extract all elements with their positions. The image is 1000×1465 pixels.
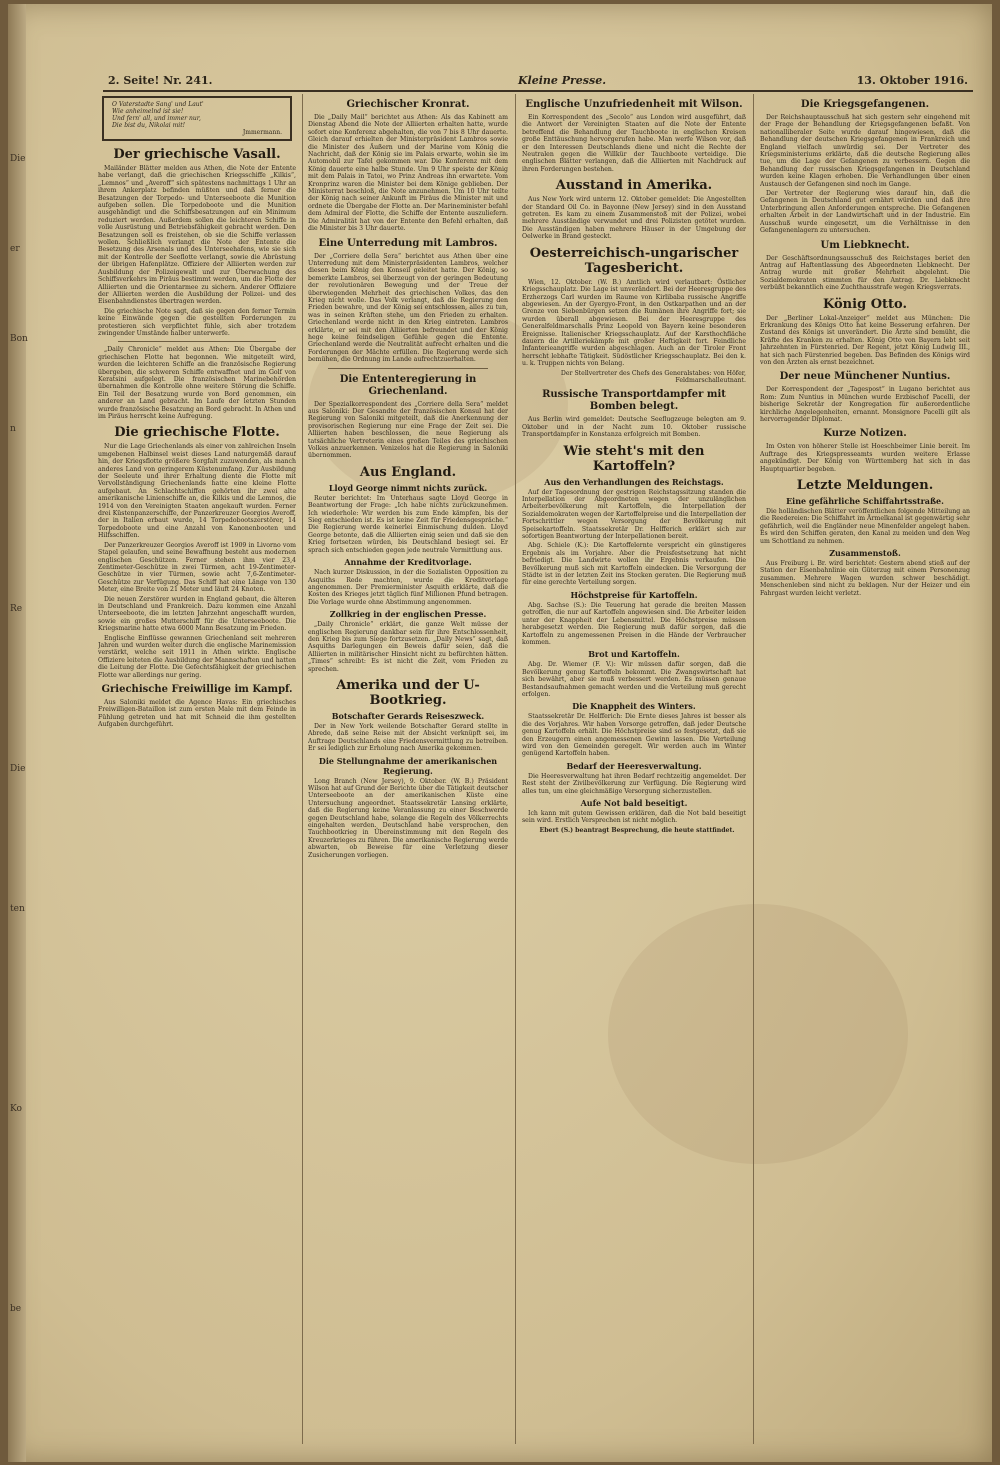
- article-headline: Der griechische Vasall.: [113, 147, 281, 162]
- article-paragraph: Long Branch (New Jersey), 9. Oktober. (W. B.) Präsident Wilson hat auf Grund der Berichte über die Tätigkeit deutscher Unterseeboote an der amerikanischen Küste eine Untersuchung angeordnet. Staatssekretär Lansing erklärte, daß die Regierung keine Veranlassung zu einer Beschwerde gegen Deutschland habe, solange die Regeln des Völkerrechts eingehalten werden. Deutschland habe versprochen, den Tauchbootkrieg in Übereinstimmung mit den Regeln des Kreuzerkrieges zu führen. Die amerikanische Regierung werde abwarten, ob Beweise für eine Verletzung dieser Zusicherungen vorliegen.: [308, 777, 508, 859]
- article-paragraph: Wien, 12. Oktober. (W. B.) Amtlich wird verlautbart: Östlicher Kriegsschauplatz. Die Lage ist unverändert. Bei der Heeresgruppe des Erzherzogs Carl wurden im Raume von Kirlibaba russische Angriffe abgewiesen. An der Gyergyo-Front, in den Ostkarpathen und an der Grenze von Siebenbürgen setzen die Rumänen ihre Angriffe fort; sie wurden überall abgewiesen. Bei der Heeresgruppe des Generalfeldmarschalls Prinz Leopold von Bayern keine besonderen Ereignisse. Italienischer Kriegsschauplatz. Auf der Karsthochfläche dauern die Artilleriekämpfe mit großer Heftigkeit fort. Feindliche Infanterieangriffe wurden abgeschlagen. Auch an der Tiroler Front herrscht lebhafte Tätigkeit. Südöstlicher Kriegsschauplatz. Bei den k. u. k. Truppen nichts von Belang.: [522, 278, 746, 368]
- article-paragraph: Die neuen Zerstörer wurden in England gebaut, die älteren in Deutschland und Frankreich. Dazu kommen eine Anzahl Unterseeboote, die im letzten Jahrzehnt angeschafft wurden, sowie ein großes Mutterschiff für die Unterseeboote. Die Kriegsmarine hatte etwa 6000 Mann Besatzung im Frieden.: [98, 595, 296, 633]
- article-subheadline: Lloyd George nimmt nichts zurück.: [328, 482, 488, 493]
- article-paragraph: Ich kann mit gutem Gewissen erklären, daß die Not bald beseitigt sein wird. Erstlich Versprechen ist nicht möglich.: [522, 810, 746, 825]
- article-headline: Griechische Freiwillige im Kampf.: [101, 684, 293, 695]
- edge-fragment: n: [10, 424, 16, 434]
- article-subheadline: Die Stellungnahme der amerikanischen Regierung.: [318, 755, 498, 776]
- article-subheadline: Botschafter Gerards Reiseszweck.: [331, 710, 485, 721]
- article-paragraph: Nach kurzer Diskussion, in der die Sozialisten Opposition zu Asquiths Rede machten, wurde die Kreditvorlage angenommen. Der Premierminister Asquith erklärte, daß die Kosten des Krieges jetzt täglich fünf Millionen Pfund betragen. Die Vorlage wurde ohne Abstimmung angenommen.: [308, 569, 508, 606]
- separator: [118, 341, 276, 342]
- column-2: [308, 94, 508, 1454]
- article-paragraph: „Daily Chronicle“ erklärt, die ganze Welt müsse der englischen Regierung dankbar sein für ihre Entschlossenheit, den Krieg bis zum Siege fortzusetzen. „Daily News“ sagt, daß Asquiths Darlegungen ein Beweis dafür seien, daß die Alliierten in militärischer Hinsicht nicht zu befürchten hätten. „Times“ schreibt: Es ist nicht die Zeit, vom Frieden zu sprechen.: [308, 621, 508, 673]
- edge-fragment: ten: [10, 904, 25, 914]
- edge-fragment: Re: [10, 604, 23, 614]
- poem-line: O Vaterstadte Sang' und Laut': [112, 101, 204, 108]
- article-paragraph: Abg. Dr. Wiemer (F. V.): Wir müssen dafür sorgen, daß die Bevölkerung genug Kartoffeln bekommt. Die Zwangswirtschaft hat sich bewährt, aber sie muß verbessert werden. Es müssen genaue Bestandsaufnahmen gemacht werden und die Verteilung muß gerecht erfolgen.: [522, 661, 746, 698]
- article-subheadline: Zusammenstoß.: [829, 548, 901, 559]
- article-subheadline: Eine gefährliche Schiffahrtsstraße.: [786, 496, 944, 507]
- article-note: Ebert (S.) beantragt Besprechung, die heute stattfindet.: [539, 826, 735, 834]
- article-paragraph: Der Korrespondent der „Tagespost“ in Lugano berichtet aus Rom: Zum Nuntius in München wurde Erzbischof Pacelli, der bisherige Sekretär der Kongregation für außerordentliche kirchliche Angelegenheiten, ernannt. Monsignore Pacelli gilt als hervorragender Diplomat.: [760, 386, 970, 423]
- column-rule: [515, 94, 516, 1444]
- page-number: 2. Seite! Nr. 241.: [108, 74, 213, 87]
- article-subheadline: Annahme der Kreditvorlage.: [344, 557, 472, 568]
- edge-fragment: Bon: [10, 334, 28, 344]
- edge-fragment: Ko: [10, 1104, 22, 1114]
- article-headline: Wie steht's mit den Kartoffeln?: [563, 443, 705, 474]
- article-paragraph: Aus Freiburg i. Br. wird berichtet: Gestern abend stieß auf der Station der Eisenbahnlinie ein Güterzug mit einem Personenzug zusammen. Mehrere Wagen wurden schwer beschädigt. Menschenleben sind nicht zu beklagen. Nur der Heizer und ein Fahrgast wurden leicht verletzt.: [760, 560, 970, 597]
- article-headline: Englische Unzufriedenheit mit Wilson.: [525, 99, 743, 110]
- article-paragraph: Die „Daily Mail“ berichtet aus Athen: Als das Kabinett am Dienstag Abend die Note der Alliierten erhalten hatte, wurde sofort eine Konferenz abgehalten, die von 7 bis 8 Uhr dauerte. Gleich darauf erhielten der Ministerpräsident Lambros sowie die Minister des Äußern und der Marine vom König die Nachricht, daß der König sie im Palais erwarte, wohin sie im Automobil zur Tafel gekommen war. Die Konferenz mit dem König dauerte eine halbe Stunde. Um 9 Uhr speiste der König mit dem Palais in Tatoi, wo Prinz Andreas ihn erwartete. Vom Kronprinz waren die Minister bei dem Könige geblieben. Der Ministerrat beschloß, die Note anzunehmen. Um 10 Uhr teilte der König nach seiner Ankunft im Piräus die Minister mit und ordnete die Übergabe der Flotte an. Der Marineminister befahl dem Admiral der Flotte, die Schiffe der Entente auszuliefern. Die Admiralität hat von der Entente den Befehl erhalten, daß die Minister bis 3 Uhr dauerte.: [308, 114, 508, 233]
- article-subheadline: Aufe Not bald beseitigt.: [580, 798, 688, 808]
- poem-line: Die bist du, Nikolai mit!: [112, 122, 186, 129]
- article-headline: Die Ententeregierung in Griechenland.: [339, 373, 477, 397]
- article-paragraph: Aus New York wird unterm 12. Oktober gemeldet: Die Angestellten der Standard Oil Co. in Bayonne (New Jersey) sind in den Ausstand getreten. Es kam zu einem Zusammenstoß mit der Polizei, wobei mehrere Ausständige verwundet und drei Polizisten getötet wurden. Die Ausständigen haben mehrere Häuser in der Umgebung der Oelwerke in Brand gesteckt.: [522, 196, 746, 241]
- article-signature: Der Stellvertreter des Chefs des Generalstabes: von Höfer, Feldmarschalleutnant.: [560, 369, 746, 384]
- article-headline: Griechischer Kronrat.: [346, 99, 470, 110]
- article-paragraph: Der Reichshauptausschuß hat sich gestern sehr eingehend mit der Frage der Behandlung der Kriegsgefangenen befaßt. Von nationalliberaler Seite wurde darauf hingewiesen, daß die Behandlung der deutschen Kriegsgefangenen in Frankreich und England vielfach unwürdig sei. Der Vertreter des Kriegsministeriums erklärte, daß die deutsche Regierung alles tue, um die Lage der Gefangenen zu verbessern. Gegen die Behandlung der russischen Kriegsgefangenen in Deutschland wurden keine Klagen erhoben. Die Verhandlungen über einen Austausch der Gefangenen sind noch im Gange.: [760, 114, 970, 188]
- edge-fragment: Die: [10, 154, 26, 164]
- article-paragraph: Im Osten von höherer Stelle ist Hoeschbeimer Linie bereit. Im Auftrage des Kriegspresseamts wurden weitere Erlasse angekündigt. Der König von Württemberg hat sich in das Hauptquartier begeben.: [760, 443, 970, 473]
- column-rule: [753, 94, 754, 1444]
- article-paragraph: Der Panzerkreuzer Georgios Averoff ist 1909 in Livorno vom Stapel gelaufen, und seine Bewaffnung besteht aus modernen englischen Geschützen. Ferner stehen ihm vier 23,4 Zentimeter-Geschütze in zwei Türmen, acht 19-Zentimeter-Geschütze in vier Türmen, sowie acht 7,6-Zentimeter-Geschütze zur Verfügung. Das Schiff hat eine Länge von 130 Meter, eine Breite von 21 Meter und läuft 24 Knoten.: [98, 541, 296, 594]
- newspaper-name: Kleine Presse.: [518, 74, 607, 87]
- article-paragraph: Der Vertreter der Regierung wies darauf hin, daß die Gefangenen in Deutschland gut ernährt würden und daß ihre Unterbringung allen Anforderungen entspreche. Die Gefangenen erhalten Arbeit in der Landwirtschaft und in der Industrie. Ein Ausschuß wurde eingesetzt, um die Verhältnisse in den Gefangenenlagern zu untersuchen.: [760, 190, 970, 235]
- newspaper-page: [8, 4, 992, 1462]
- article-subheadline: Aus den Verhandlungen des Reichstags.: [544, 476, 724, 487]
- issue-date: 13. Oktober 1916.: [856, 74, 968, 87]
- article-headline: Aus England.: [359, 464, 457, 480]
- article-headline: König Otto.: [823, 296, 907, 312]
- article-headline: Eine Unterredung mit Lambros.: [318, 237, 498, 249]
- article-paragraph: Der „Berliner Lokal-Anzeiger“ meldet aus München: Die Erkrankung des Königs Otto hat keine Besserung erfahren. Der Zustand des Königs ist unverändert. Die Ärzte sind bemüht, die Kräfte des Kranken zu erhalten. König Otto von Bayern lebt seit Jahrzehnten in Fürstenried. Der Regent, jetzt König Ludwig III., hat sich nach Fürstenried begeben. Das Befinden des Königs wird von den Ärzten als ernst bezeichnet.: [760, 314, 970, 366]
- article-headline: Amerika und der U-Bootkrieg.: [336, 677, 480, 708]
- article-paragraph: Der Geschäftsordnungsausschuß des Reichstages beriet den Antrag auf Haftentlassung des Abgeordneten Liebknecht. Der Antrag wurde mit großer Mehrheit abgelehnt. Die Sozialdemokraten stimmten für den Antrag. Dr. Liebknecht verbüßt bekanntlich eine Zuchthausstrafe wegen Kriegsverrats.: [760, 254, 970, 292]
- article-paragraph: Englische Einflüsse gewannen Griechenland seit mehreren Jahren und wurden weiter durch die englische Marinemission verstärkt, welche seit 1911 in Athen wirkte. Englische Offiziere leiteten die Ausbildung der Mannschaften und hatten die Leitung der Flotte. Die Gefechtsfähigkeit der griechischen Flotte war allerdings nur gering.: [98, 634, 296, 679]
- article-headline: Russische Transportdampfer mit Bomben belegt.: [542, 389, 726, 413]
- article-subheadline: Höchstpreise für Kartoffeln.: [570, 589, 698, 600]
- article-paragraph: Abg. Sachse (S.): Die Teuerung hat gerade die breiten Massen getroffen, die nur auf Kartoffeln angewiesen sind. Die Arbeiter leiden unter der Knappheit der Lebensmittel. Die Höchstpreise müssen herabgesetzt werden. Die Regierung muß dafür sorgen, daß die Kartoffeln zu angemessenen Preisen in die Hände der Verbraucher kommen.: [522, 601, 746, 646]
- article-paragraph: Staatssekretär Dr. Helfferich: Die Ernte dieses Jahres ist besser als die des Vorjahres. Wir haben Vorsorge getroffen, daß jeder Deutsche genug Kartoffeln erhält. Die Höchstpreise sind so festgesetzt, daß sie den Erzeugern einen angemessenen Gewinn lassen. Die Verteilung wird von den Gemeinden geregelt. Wir werden auch im Winter genügend Kartoffeln haben.: [522, 713, 746, 758]
- edge-fragment: Die: [10, 764, 26, 774]
- article-subheadline: Brot und Kartoffeln.: [588, 649, 680, 660]
- article-headline: Letzte Meldungen.: [796, 478, 934, 494]
- adjacent-page-edge: [8, 4, 26, 1462]
- edge-fragment: er: [10, 244, 20, 254]
- article-headline: Die griechische Flotte.: [114, 425, 280, 441]
- article-paragraph: Der „Corriere della Sera“ berichtet aus Athen über eine Unterredung mit dem Ministerpräsidenten Lambros, welcher diesen beim König den Konseil geleitet hatte. Der König, so bemerkte Lambros, sei überzeugt von der geringen Bedeutung der revolutionären Bewegung und der Treue der überwiegenden Mehrheit des griechischen Volkes, das den Krieg nicht wolle. Das Volk verlangt, daß die Regierung den Frieden bewahre, und der König sei entschlossen, alles zu tun, was in seinen Kräften stehe, um den Frieden zu erhalten. Griechenland werde nicht in den Krieg eintreten. Lambros erklärte, er sei mit den Alliierten befreundet und der König hege keine feindseligen Gefühle gegen die Entente. Griechenland werde die Neutralität aufrecht erhalten und die Forderungen der Mächte erfüllen. Die Regierung werde sich bemühen, die Ordnung im Lande aufrechtzuerhalten.: [308, 252, 508, 364]
- edge-fragment: be: [10, 1304, 22, 1314]
- article-headline: Um Liebknecht.: [820, 239, 910, 251]
- article-paragraph: Ein Korrespondent des „Secolo“ aus London wird ausgeführt, daß die Antwort der Vereinigten Staaten auf die Note der Entente betreffend die Behandlung der Tauchboote in englischen Kreisen große Enttäuschung hervorgerufen habe. Man werfe Wilson vor, daß er den Interessen Deutschlands diene und nicht die Rechte der Neutralen gegen die Willkür der Tauchboote verteidige. Die englischen Blätter verlangen, daß die Alliierten mit Nachdruck auf ihren Forderungen bestehen.: [522, 114, 746, 173]
- article-paragraph: Nur die Lage Griechenlands als einer von zahlreichen Inseln umgebenen Halbinsel weist dieses Land naturgemäß darauf hin, der Kriegsflotte größere Sorgfalt zuzuwenden, als manch anderes Land von geringerem Küstenumfang. Zur Ausbildung der Seeleute und ihrer Erhaltung diente die Flotte mit Vervollständigung Griechenlands hatte eine kleine Flotte aufgebaut. An Schlachtschiffen gehörten ihr zwei alte amerikanische Linienschiffe an, die Kilkis und die Lemnos, die 1914 von den Vereinigten Staaten angekauft wurden. Ferner drei Küstenpanzerschiffe, der Panzerkreuzer Georgios Averoff, der in Italien erbaut wurde, 14 Torpedobootszerstörer, 14 Torpedoboote und eine Anzahl von Kanonenbooten und Hilfsschiffen.: [98, 443, 296, 540]
- article-headline: Kurze Notizen.: [823, 428, 907, 440]
- article-headline: Ausstand in Amerika.: [555, 178, 713, 194]
- article-paragraph: Aus Saloniki meldet die Agence Havas: Ein griechisches Freiwilligen-Bataillon ist zum ersten Male mit dem Feinde in Fühlung getreten und hat mit Schneid die ihm gestellten Aufgaben durchgeführt.: [98, 699, 296, 729]
- column-3: [522, 94, 746, 1454]
- article-headline: Die Kriegsgefangenen.: [800, 99, 930, 110]
- article-paragraph: Die holländischen Blätter veröffentlichen folgende Mitteilung an die Reedereien: Die Schiffahrt im Ärmelkanal ist gegenwärtig sehr gefährlich, weil die Engländer neue Minenfelder angelegt haben. Es wird den Schiffen geraten, den Kanal zu meiden und den Weg um Schottland zu nehmen.: [760, 508, 970, 545]
- article-paragraph: Der Spezialkorrespondent des „Corriere della Sera“ meldet aus Saloniki: Der Gesandte der französischen Konsul hat der Regierung von Saloniki mitgeteilt, daß die Anerkennung der provisorischen Regierung nur eine Frage der Zeit sei. Die Alliierten haben beschlossen, die neue Regierung als tatsächliche Vertreterin eines großen Teiles des griechischen Volkes anzuerkennen. Venizelos hat die Regierung in Saloniki übernommen.: [308, 400, 508, 460]
- article-paragraph: Auf der Tagesordnung der gestrigen Reichstagssitzung standen die Interpellation der Abgeordneten wegen der unzulänglichen Arbeiterbevölkerung mit Kartoffeln, die Interpellation der Sozialdemokraten wegen der Kartoffelpreise und die Interpellation der Fortschrittler wegen Versorgung der Bevölkerung mit Speisekartoffeln. Staatssekretär Dr. Helfferich erklärt sich zur sofortigen Beantwortung der Interpellationen bereit.: [522, 488, 746, 541]
- article-subheadline: Die Knappheit des Winters.: [572, 701, 696, 712]
- article-subheadline: Zollkrieg in der englischen Presse.: [329, 609, 487, 620]
- article-headline: Der neue Münchener Nuntius.: [779, 371, 951, 383]
- poem-line: Und fern' all, und immer nur,: [112, 115, 201, 122]
- separator: [328, 368, 488, 369]
- article-paragraph: Aus Berlin wird gemeldet: Deutsche Seeflugzeuge belegten am 9. Oktober und in der Nacht zum 10. Oktober russische Transportdampfer in Konstanza erfolgreich mit Bomben.: [522, 416, 746, 439]
- column-1: [98, 94, 296, 1454]
- article-paragraph: Mailänder Blätter melden aus Athen, die Note der Entente habe verlangt, daß die griechischen Kriegsschiffe „Kilkis“, „Lemnos“ und „Averoff“ sich spätestens nachmittags 1 Uhr an ihrem Ankerplatz befinden müßten und daß ferner die Besatzungen der Torpedo- und Unterseeboote die Munition aufgeben sollen. Die Torpedoboote und die Munition ausgehändigt und die Schiffsbesatzungen auf ein Minimum reduziert werden. Außerdem sollen die leichteren Schiffe in volle Ausrüstung und Betriebsfähigkeit gebracht werden. Den Besatzungen soll es freistehen, ob sie die Schiffe verlassen wollen. Schließlich verlangt die Note der Entente die Besetzung des Arsenals und des Unterseehafens, wie sie sich mit der Kontrolle der Seeflotte verlangt, sowie die Abrüstung der übrigen Hafenplätze. Offiziere der Alliierten werden zur Ausbildung der Polizeigewalt und zur Überwachung des Schiffsverkehrs im Piräus bestimmt werden, um die Flotte der Alliierten und die Orientarmee zu sichern. Anderer Offiziere der Alliierten werden die Ausbildung der Polizei- und des Eisenbahndienstes übertragen werden.: [98, 165, 296, 306]
- article-paragraph: „Daily Chronicle“ meldet aus Athen: Die Übergabe der griechischen Flotte hat begonnen. Wie mitgeteilt wird, wurden die leichteren Schiffe an die französische Regierung übergeben, die schweren Schiffe entwaffnet und im Golf von Keratsini aufgelegt. Die französischen Marinebehörden übernahmen die Kontrolle ohne weitere Störung die Schiffe. Ein Teil der Besatzung wurde von Bord genommen, ein anderer an Land gebracht. Im Laufe der letzten Stunden wurde französische Besatzung an Bord gebracht. In Athen und im Piräus herrscht keine Aufregung.: [98, 346, 296, 420]
- article-paragraph: Die griechische Note sagt, daß sie gegen den ferner Termin keine Einwände gegen die gestellten Forderungen zu protestieren sich verpflichtet fühle, sich aber trotzdem zwingender Umstände halber unterwerfe.: [98, 307, 296, 337]
- poem-line: Wie anheimelnd ist sie!: [112, 108, 184, 115]
- article-paragraph: Abg. Schiele (K.): Die Kartoffelernte verspricht ein günstigeres Ergebnis als im Vorjahre. Aber die Preisfestsetzung hat nicht befriedigt. Die Landwirte wollen ihr Ergebnis verkaufen. Die Bevölkerung muß sich mit Kartoffeln eindecken. Die Versorgung der Städte ist in der letzten Zeit ins Stocken geraten. Die Regierung muß für eine gerechte Verteilung sorgen.: [522, 542, 746, 587]
- header-rule: [103, 90, 973, 92]
- article-subheadline: Bedarf der Heeresverwaltung.: [566, 760, 702, 771]
- article-paragraph: Reuter berichtet: Im Unterhaus sagte Lloyd George in Beantwortung der Frage: „Ich habe nichts zurückzunehmen. Ich wiederhole: Wir werden bis zum Ende kämpfen, bis der Sieg entschieden ist. Es ist keine Zeit für Friedensgespräche.“ Die Regierung werde keinerlei Einmischung dulden. Lloyd George betonte, daß die Alliierten einig seien und daß sie den Krieg fortsetzen würden, bis Deutschland besiegt sei. Er sprach sich entschieden gegen jede neutrale Vermittlung aus.: [308, 494, 508, 554]
- article-headline: Oesterreichisch-ungarischer Tagesbericht.: [529, 245, 739, 276]
- motto-poem-box: [102, 96, 292, 141]
- article-paragraph: Der in New York weilende Botschafter Gerard stellte in Abrede, daß seine Reise mit der Absicht verknüpft sei, im Auftrage Deutschlands eine Friedensvermittlung zu betreiben. Er sei lediglich zur Erholung nach Amerika gekommen.: [308, 722, 508, 753]
- article-paragraph: Die Heeresverwaltung hat ihren Bedarf rechtzeitig angemeldet. Der Rest steht der Zivilbevölkerung zur Verfügung. Die Regierung wird alles tun, um eine gleichmäßige Versorgung sicherzustellen.: [522, 772, 746, 795]
- column-rule: [302, 94, 303, 1444]
- column-4: [760, 94, 970, 1454]
- poem-author: Jmmermann.: [242, 129, 282, 136]
- page-header: [108, 74, 968, 90]
